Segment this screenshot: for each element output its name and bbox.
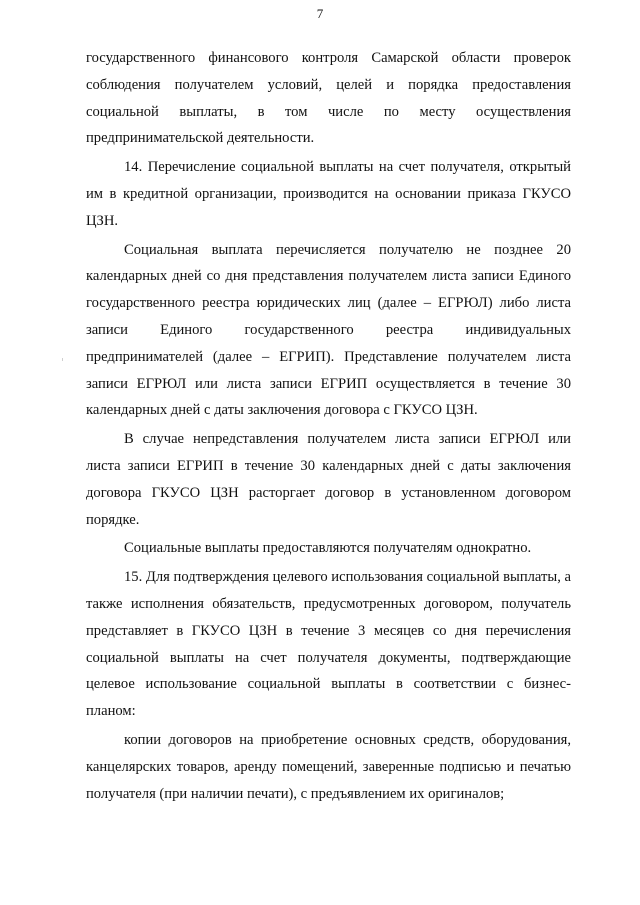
paragraph-one-time-payment: Социальные выплаты предоставляются получателям однократно. [124,540,532,557]
page-number: 7 [316,6,324,21]
paragraph-item-14: 14. Перечисление социальной выплаты на счет получателя, открытый им в кредитной организации, производится на основании приказа ГКУСО ЦЗН. [86,159,571,229]
paragraph-contract-termination: В случае непредставления получателем листа записи ЕГРЮЛ или листа записи ЕГРИП в течение 30 календарных дней с даты заключения договора ГКУСО ЦЗН расторгает договор в установленном договором порядке. [86,431,571,528]
document-body [86,45,571,807]
paragraph-continuation: государственного финансового контроля Самарской области проверок соблюдения получателем условий, целей и порядка предоставления социальной выплаты, в том числе по месту осуществления предпринимательской деятельности. [86,50,571,147]
paragraph-item-15: 15. Для подтверждения целевого использования социальной выплаты, а также исполнения обязательств, предусмотренных договором, получатель представляет в ГКУСО ЦЗН в течение 3 месяцев со дня перечисления социальной выплаты на счет получателя документы, подтверждающие целевое использование социальной выплаты в соответствии с бизнес-планом: [86,569,571,720]
scan-mark [62,358,63,361]
paragraph-payment-terms: Социальная выплата перечисляется получателю не позднее 20 календарных дней со дня представления получателем листа записи Единого государственного реестра юридических лиц (далее – ЕГРЮЛ) либо листа записи Единого государственного реестра индивидуальных предпринимателей (далее – ЕГРИП). Представление получателем листа записи ЕГРЮЛ или листа записи ЕГРИП осуществляется в течение 30 календарных дней с даты заключения договора с ГКУСО ЦЗН. [86,241,571,419]
paragraph-contract-copies: копии договоров на приобретение основных средств, оборудования, канцелярских товаров, аренду помещений, заверенные подписью и печатью получателя (при наличии печати), с предъявлением их оригиналов; [86,731,571,802]
